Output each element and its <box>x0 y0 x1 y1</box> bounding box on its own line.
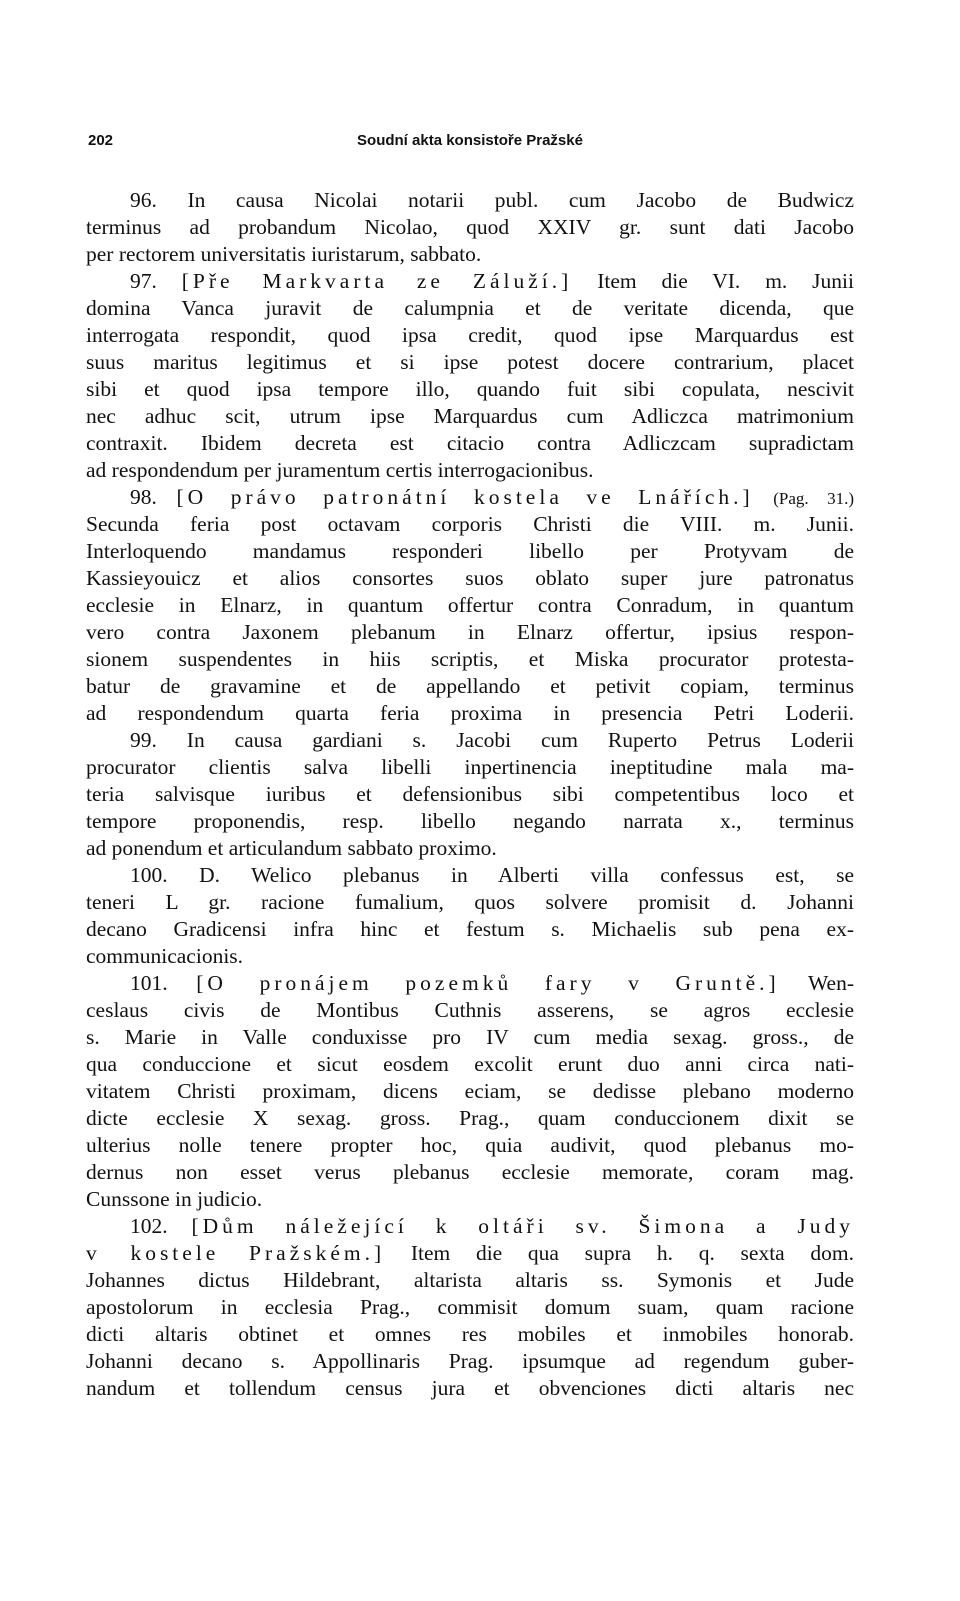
entry-98-line-3: Interloquendo mandamus responderi libello per Protyvam de <box>86 539 854 563</box>
entry-97-line-6: nec adhuc scit, utrum ipse Marquardus cum Adliczca matrimonium <box>86 404 854 428</box>
entry-text: Item die VI. m. Junii <box>597 269 854 293</box>
entry-96-line-1 <box>86 187 854 214</box>
entry-97-line-1 <box>86 268 854 295</box>
entry-99-line-3: teria salvisque iuribus et defensionibus sibi competentibus loco et <box>86 782 854 806</box>
entry-101-line-8: dernus non esset verus plebanus ecclesie memorate, coram mag. <box>86 1160 854 1184</box>
entry-text: Wen- <box>807 971 854 995</box>
entry-100-line-4: communicacionis. <box>86 944 244 968</box>
entry-99-line-2: procurator clientis salva libelli inpertinencia ineptitudine mala ma- <box>86 755 854 779</box>
entry-97-line-4: suus maritus legitimus et si ipse potest docere contrarium, placet <box>86 350 854 374</box>
entry-97-line-3: interrogata respondit, quod ipsa credit, quod ipse Marquardus est <box>86 323 854 347</box>
entry-heading: [Dům náležející k oltáři sv. Šimona a Judy <box>191 1214 855 1238</box>
entry-99-line-1 <box>86 727 854 754</box>
entry-100-line-3: decano Gradicensi infra hinc et festum s. Michaelis sub pena ex- <box>86 917 854 941</box>
entry-text: D. Welico plebanus in Alberti villa confessus est, se <box>199 863 855 887</box>
entry-101-line-3: s. Marie in Valle conduxisse pro IV cum media sexag. gross., de <box>86 1025 854 1049</box>
entry-number: 96. <box>130 188 157 212</box>
entry-96-line-2: terminus ad probandum Nicolao, quod XXIV gr. sunt dati Jacobo <box>86 215 854 239</box>
entry-101-line-6: dicte ecclesie X sexag. gross. Prag., quam conduccionem dixit se <box>86 1106 854 1130</box>
entry-102-line-6: Johanni decano s. Appollinaris Prag. ipsumque ad regendum guber- <box>86 1349 854 1373</box>
entry-101-line-5: vitatem Christi proximam, dicens eciam, se dedisse plebano moderno <box>86 1079 854 1103</box>
entry-97-line-2: domina Vanca juravit de calumpnia et de veritate dicenda, que <box>86 296 854 320</box>
entry-97-line-5: sibi et quod ipsa tempore illo, quando fuit sibi copulata, nescivit <box>86 377 854 401</box>
entry-97-line-8: ad respondendum per juramentum certis interrogacionibus. <box>86 458 594 482</box>
entry-100-line-1 <box>86 862 854 889</box>
entry-102-line-1 <box>86 1213 854 1240</box>
entry-98-line-5: ecclesie in Elnarz, in quantum offertur contra Conradum, in quantum <box>86 593 854 617</box>
entry-101-line-4: qua conduccione et sicut eosdem excolit erunt duo anni circa nati- <box>86 1052 854 1076</box>
page-number: 202 <box>88 132 114 149</box>
entry-heading: [Pře Markvarta ze Záluží.] <box>181 269 573 293</box>
entry-number: 102. <box>130 1214 168 1238</box>
entry-97-line-7: contraxit. Ibidem decreta est citacio contra Adliczcam supradictam <box>86 431 854 455</box>
entry-heading: [O právo patronátní kostela ve Lnářích.] <box>176 485 754 509</box>
entry-102-line-4: apostolorum in ecclesia Prag., commisit domum suam, quam racione <box>86 1295 854 1319</box>
entry-heading: [O pronájem pozemků fary v Gruntě.] <box>196 971 780 995</box>
entry-text: Item die qua supra h. q. sexta dom. <box>410 1241 854 1265</box>
entry-102-line-3: Johannes dictus Hildebrant, altarista altaris ss. Symonis et Jude <box>86 1268 854 1292</box>
entry-number: 98. <box>130 485 157 509</box>
entry-99-line-4: tempore proponendis, resp. libello negando narrata x., terminus <box>86 809 854 833</box>
entry-101-line-1 <box>86 970 854 997</box>
entry-text: In causa gardiani s. Jacobi cum Ruperto Petrus Loderii <box>186 728 854 752</box>
entry-number: 100. <box>130 863 168 887</box>
body-text <box>86 187 854 1402</box>
entry-101-line-7: ulterius nolle tenere propter hoc, quia audivit, quod plebanus mo- <box>86 1133 854 1157</box>
entry-number: 97. <box>130 269 157 293</box>
entry-102-line-7: nandum et tollendum census jura et obvenciones dicti altaris nec <box>86 1376 854 1400</box>
page-reference: (Pag. 31.) <box>773 489 855 508</box>
entry-text: In causa Nicolai notarii publ. cum Jacobo de Budwicz <box>187 188 854 212</box>
entry-99-line-5: ad ponendum et articulandum sabbato proximo. <box>86 836 497 860</box>
entry-102-line-5: dicti altaris obtinet et omnes res mobiles et inmobiles honorab. <box>86 1322 854 1346</box>
entry-98-line-8: batur de gravamine et de appellando et petivit copiam, terminus <box>86 674 854 698</box>
entry-98-line-6: vero contra Jaxonem plebanum in Elnarz offertur, ipsius respon- <box>86 620 854 644</box>
running-head <box>88 132 852 152</box>
entry-number: 99. <box>130 728 157 752</box>
entry-96-line-3: per rectorem universitatis iuristarum, sabbato. <box>86 242 482 266</box>
entry-number: 101. <box>130 971 168 995</box>
entry-101-line-9: Cunssone in judicio. <box>86 1187 263 1211</box>
entry-98-line-9: ad respondendum quarta feria proxima in presencia Petri Loderii. <box>86 701 854 725</box>
entry-98-line-4: Kassieyouicz et alios consortes suos oblato super jure patronatus <box>86 566 854 590</box>
running-title: Soudní akta konsistoře Pražské <box>357 132 583 149</box>
entry-98-line-1 <box>86 484 854 511</box>
entry-102-line-2 <box>86 1240 854 1267</box>
entry-101-line-2: ceslaus civis de Montibus Cuthnis asserens, se agros ecclesie <box>86 998 854 1022</box>
entry-100-line-2: teneri L gr. racione fumalium, quos solvere promisit d. Johanni <box>86 890 854 914</box>
entry-heading-continued: v kostele Pražském.] <box>86 1241 386 1265</box>
entry-98-line-2: Secunda feria post octavam corporis Christi die VIII. m. Junii. <box>86 512 854 536</box>
entry-98-line-7: sionem suspendentes in hiis scriptis, et Miska procurator protesta- <box>86 647 854 671</box>
